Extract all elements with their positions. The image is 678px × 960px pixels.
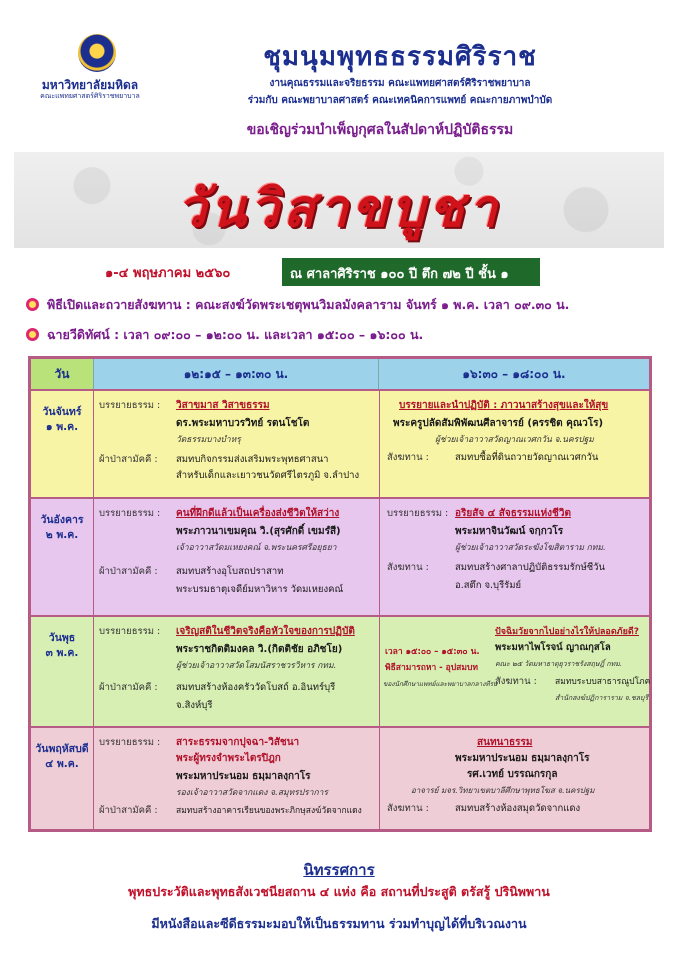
flower-icon (26, 298, 39, 311)
day-cell (31, 391, 94, 497)
evening-speaker-position: ผู้ช่วยเจ้าอาวาสวัดญาณเวศกวัน จ.นครปฐม (435, 435, 594, 445)
lecture-label: บรรยายธรรม : (99, 626, 161, 637)
ceremony-note: ของนักศึกษาแพทย์และพยาบาลกลางทีรษ (383, 680, 498, 688)
column-divider (379, 499, 380, 615)
table-row (31, 389, 649, 497)
ceremony-time: เวลา ๑๕:๐๐ – ๑๕:๓๐ น. (385, 647, 480, 657)
day-name: วันอังคาร (40, 514, 84, 526)
sanghadana-label: สังฆทาน : (387, 452, 429, 463)
morning-offering: สมทบสร้างอาคารเรียนของพระภิกษุสงฆ์วัดจากแดง (176, 806, 362, 816)
university-name: มหาวิทยาลัยมหิดล (41, 78, 139, 92)
invitation-line: ขอเชิญร่วมบำเพ็ญกุศลในสัปดาห์ปฏิบัติธรรม (246, 122, 514, 138)
evening-topic: ปัจฉิมวัยจากไปอย่างไรให้ปลอดภัยดี? (495, 627, 639, 637)
day-date: ๔ พ.ค. (45, 758, 79, 770)
exhibition-description: พุทธประวัติและพุทธสังเวชนียสถาน ๔ แห่ง คือ สถานที่ประสูติ ตรัสรู้ ปรินิพพาน (128, 884, 550, 899)
morning-topic: สาระธรรมจากปุจฉา-วิสัชนา (176, 737, 300, 748)
morning-offering: สมทบสร้างอุโบสถปราสาท (176, 566, 284, 577)
exhibition-title: นิทรรศการ (303, 861, 375, 879)
evening-offering-detail: สำนักสงฆ์ปฏิการาราม จ.ชลบุรี (555, 694, 649, 702)
evening-speaker-position: คณะ ๒๕ วัดมหาธาตุยุวราชรังสฤษฎิ์ กทม. (495, 660, 623, 668)
morning-speaker-position: ผู้ช่วยเจ้าอาวาสวัดโสมนัสราชวรวิหาร กทม. (176, 661, 337, 671)
morning-speaker: พระมหาประนอม ธมฺมาลงฺกาโร (176, 771, 311, 782)
day-name: วันจันทร์ (42, 406, 82, 418)
schedule-table (28, 356, 652, 832)
video-screening-text: ฉายวีดิทัศน์ : เวลา ๐๙:๐๐ – ๑๒:๐๐ น. และเวลา ๑๕:๐๐ – ๑๖:๐๐ น. (47, 327, 424, 342)
header-evening-time: ๑๖:๓๐ – ๑๘:๐๐ น. (462, 367, 566, 381)
lecture-label: บรรยายธรรม : (99, 400, 161, 411)
day-date: ๒ พ.ค. (45, 529, 79, 541)
evening-speaker: พระครูปลัดสัมพิพัฒนศีลาจารย์ (ครรชิต คุณวโร) (393, 418, 604, 429)
offering-label: ผ้าป่าสามัคคี : (99, 805, 158, 816)
morning-topic: คนที่ฝึกดีแล้วเป็นเครื่องส่งชีวิตให้สว่าง (176, 508, 340, 519)
lecture-label: บรรยายธรรม : (99, 508, 161, 519)
schedule-header (31, 359, 649, 389)
opening-ceremony-line (26, 295, 569, 315)
morning-speaker-position: วัดธรรมบางบำหรุ (176, 435, 241, 445)
morning-topic-line2: พระผู้ทรงจำพระไตรปิฎก (176, 753, 281, 764)
morning-speaker: พระราชกิตติมงคล วิ.(กิตติชัย อภิชโย) (176, 644, 343, 655)
day-name: วันพฤหัสบดี (35, 743, 89, 755)
evening-topic: สนทนาธรรม (477, 737, 533, 748)
table-row (31, 726, 649, 829)
sanghadana-label: สังฆทาน : (387, 803, 429, 814)
evening-topic: บรรยายและนำปฏิบัติ : ภาวนาสร้างสุขและให้สุข (399, 400, 609, 411)
event-date: ๑-๔ พฤษภาคม ๒๕๖๐ (105, 266, 231, 281)
morning-offering-detail: พระบรมธาตุเจดีย์มหาวิหาร วัดมเหยงคณ์ (176, 584, 344, 595)
table-row (31, 497, 649, 615)
offering-label: ผ้าป่าสามัคคี : (99, 682, 158, 693)
page-title: ชุมนุมพุทธธรรมศิริราช (263, 42, 537, 72)
faculty-name: คณะแพทยศาสตร์ศิริราชพยาบาล (40, 92, 140, 100)
day-date: ๓ พ.ค. (45, 647, 79, 659)
column-divider (379, 728, 380, 829)
morning-speaker-position: รองเจ้าอาวาสวัดจากแดง จ.สมุทรปราการ (176, 788, 328, 798)
lecture-label: บรรยายธรรม : (99, 737, 161, 748)
evening-offering: สมทบสร้างศาลาปฏิบัติธรรมรักษ์ชีวัน (455, 562, 606, 573)
evening-offering: สมทบระบบสาธารณูปโภค (555, 677, 651, 687)
evening-topic: อริยสัจ ๔ สัจธรรมแห่งชีวิต (455, 508, 571, 519)
morning-topic: เจริญสติในชีวิตจริงคือหัวใจของการปฏิบัติ (176, 626, 355, 637)
evening-offering: สมทบซื้อที่ดินถวายวัดญาณเวศกวัน (455, 452, 599, 463)
flower-icon (26, 328, 39, 341)
morning-offering-detail: จ.สิงห์บุรี (176, 700, 213, 711)
column-divider (379, 617, 380, 726)
morning-speaker: ดร.พระมหาบวรวิทย์ รตนโชโต (176, 418, 310, 429)
ceremony-title: พิธีสามารถหา - อุปสมบท (385, 663, 478, 673)
evening-speaker: พระมหาประนอม ธมฺมาลงฺกาโร (455, 753, 590, 764)
evening-speaker-position: อาจารย์ มจร.วิทยาเขตบาลีศึกษาพุทธโฆส จ.นครปฐม (411, 786, 595, 795)
header-morning-time: ๑๒:๑๕ – ๑๓:๓๐ น. (94, 359, 379, 389)
evening-speaker-position: ผู้ช่วยเจ้าอาวาสวัดระฆังโฆสิตาราม กทม. (455, 543, 606, 553)
morning-topic: วิสาขมาส วิสาขธรรม (176, 400, 270, 411)
event-banner (14, 152, 664, 248)
morning-offering: สมทบสร้างห้องครัววัดโบสถ์ อ.อินทร์บุรี (176, 682, 336, 693)
evening-speaker: พระมหาไพโรจน์ ญาณกุสโล (495, 642, 611, 653)
evening-offering: สมทบสร้างห้องสมุดวัดจากแดง (455, 803, 581, 814)
morning-speaker-position: เจ้าอาวาสวัดมเหยงคณ์ จ.พระนครศรีอยุธยา (176, 543, 337, 553)
day-cell (31, 728, 94, 829)
offering-label: ผ้าป่าสามัคคี : (99, 454, 158, 465)
book-giveaway-line: มีหนังสือและซีดีธรรมะมอบให้เป็นธรรมทาน ร่วมทำบุญได้ที่บริเวณงาน (151, 916, 527, 931)
opening-ceremony-text: พิธีเปิดและถวายสังฆทาน : คณะสงฆ์วัดพระเชตุพนวิมลมังคลาราม จันทร์ ๑ พ.ค. เวลา ๐๙.๓๐ น. (47, 297, 570, 312)
university-logo (78, 34, 116, 72)
sanghadana-label: สังฆทาน : (495, 676, 537, 687)
day-cell (31, 499, 94, 615)
day-cell (31, 617, 94, 726)
evening-offering-detail: อ.สตึก จ.บุรีรัมย์ (455, 580, 522, 591)
morning-speaker: พระภาวนาเขมคุณ วิ.(สุรศักดิ์ เขมรํสี) (176, 526, 341, 537)
organizer-line: งานคุณธรรมและจริยธรรม คณะแพทยศาสตร์ศิริราชพยาบาล (269, 78, 531, 89)
event-title: วันวิสาขบูชา (177, 178, 501, 239)
evening-speaker: พระมหาจินวัฒน์ จกฺกวโร (455, 526, 564, 537)
table-row (31, 615, 649, 726)
lecture-label: บรรยายธรรม : (387, 508, 449, 519)
morning-offering-detail: สำหรับเด็กและเยาวชนวัดศรีไตรภูมิ จ.ลำปาง (176, 470, 360, 481)
video-screening-line (26, 325, 423, 345)
day-date: ๑ พ.ค. (45, 421, 79, 433)
event-venue: ณ ศาลาศิริราช ๑๐๐ ปี ตึก ๗๒ ปี ชั้น ๑ (282, 258, 540, 286)
day-name: วันพุธ (48, 632, 76, 644)
sanghadana-label: สังฆทาน : (387, 562, 429, 573)
co-organizer-line: ร่วมกับ คณะพยาบาลศาสตร์ คณะเทคนิคการแพทย์ คณะกายภาพบำบัด (247, 95, 553, 106)
offering-label: ผ้าป่าสามัคคี : (99, 566, 158, 577)
column-divider (379, 391, 380, 497)
evening-speaker-2: รศ.เวทย์ บรรณกรกุล (467, 769, 558, 780)
header-day: วัน (31, 359, 94, 389)
header (0, 0, 678, 150)
morning-offering: สมทบกิจกรรมส่งเสริมพระพุทธศาสนา (176, 454, 329, 465)
